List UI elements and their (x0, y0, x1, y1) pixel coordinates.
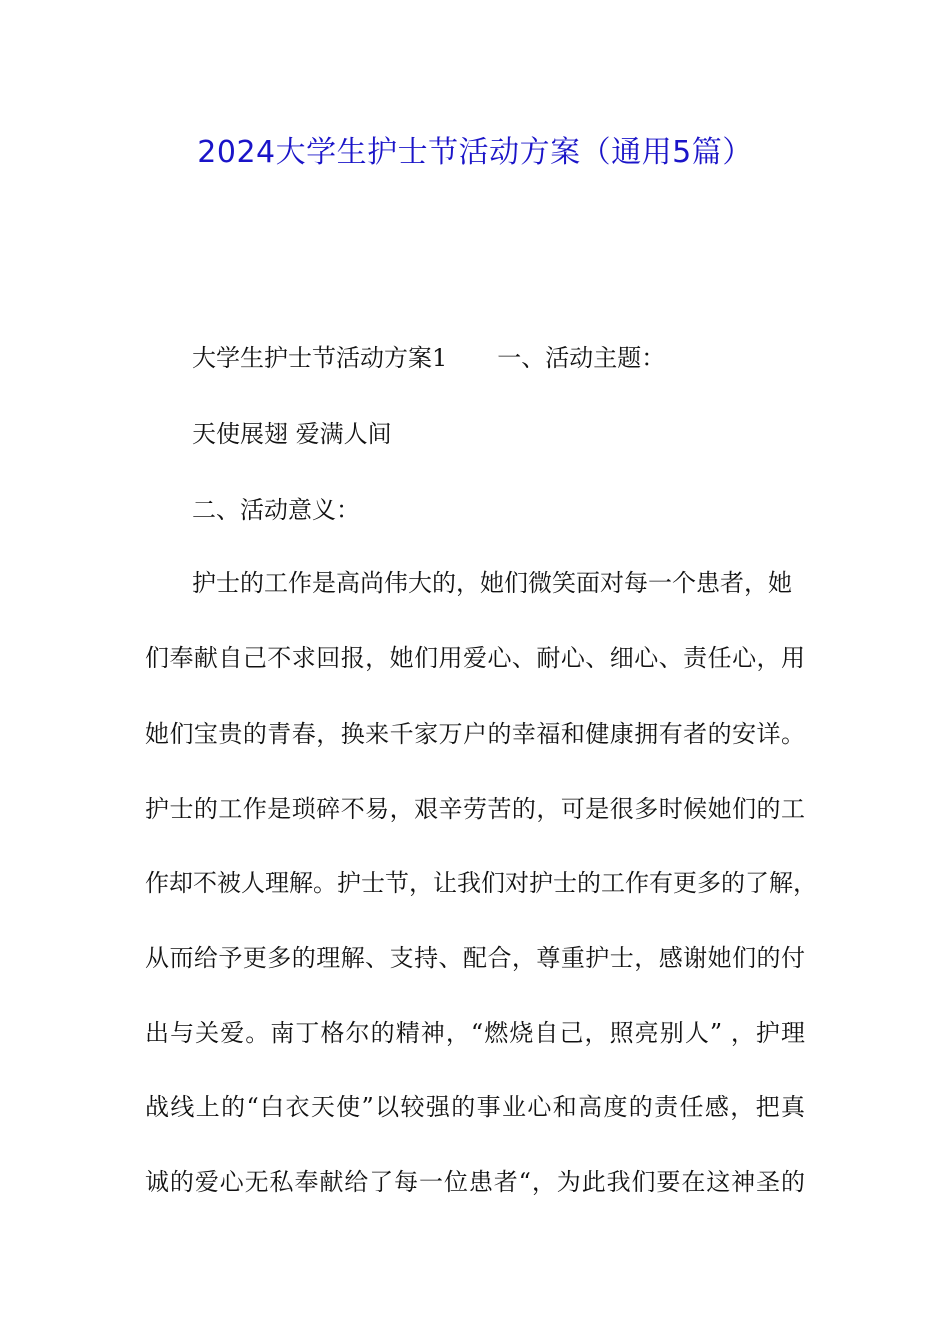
paragraph-line-8: 战线上的“白衣天使”以较强的事业心和高度的责任感，把真 (145, 1093, 805, 1121)
paragraph-line-3: 她们宝贵的青春，换来千家万户的幸福和健康拥有者的安详。 (145, 720, 805, 748)
paragraph-line-4: 护士的工作是琐碎不易，艰辛劳苦的，可是很多时候她们的工 (145, 795, 805, 823)
paragraph-line-6: 从而给予更多的理解、支持、配合，尊重护士，感谢她们的付 (145, 944, 805, 972)
paragraph-line-7: 出与关爱。南丁格尔的精神，“燃烧自己，照亮别人” ，护理 (145, 1019, 805, 1047)
section-heading: 二、活动意义： (192, 496, 360, 524)
paragraph-line-9: 诚的爱心无私奉献给了每一位患者“，为此我们要在这神圣的 (145, 1168, 805, 1196)
paragraph-line-1: 护士的工作是高尚伟大的，她们微笑面对每一个患者，她 (192, 569, 792, 597)
document-title: 2024大学生护士节活动方案（通用5篇） (197, 135, 753, 170)
plan-heading: 大学生护士节活动方案1 (192, 344, 448, 372)
heading-line (192, 341, 665, 375)
theme-text: 天使展翅 爱满人间 (192, 420, 392, 448)
theme-heading: 一、活动主题： (497, 344, 666, 372)
paragraph-line-2: 们奉献自己不求回报，她们用爱心、耐心、细心、责任心，用 (145, 644, 805, 672)
paragraph-line-5: 作却不被人理解。护士节，让我们对护士的工作有更多的了解， (145, 869, 817, 897)
